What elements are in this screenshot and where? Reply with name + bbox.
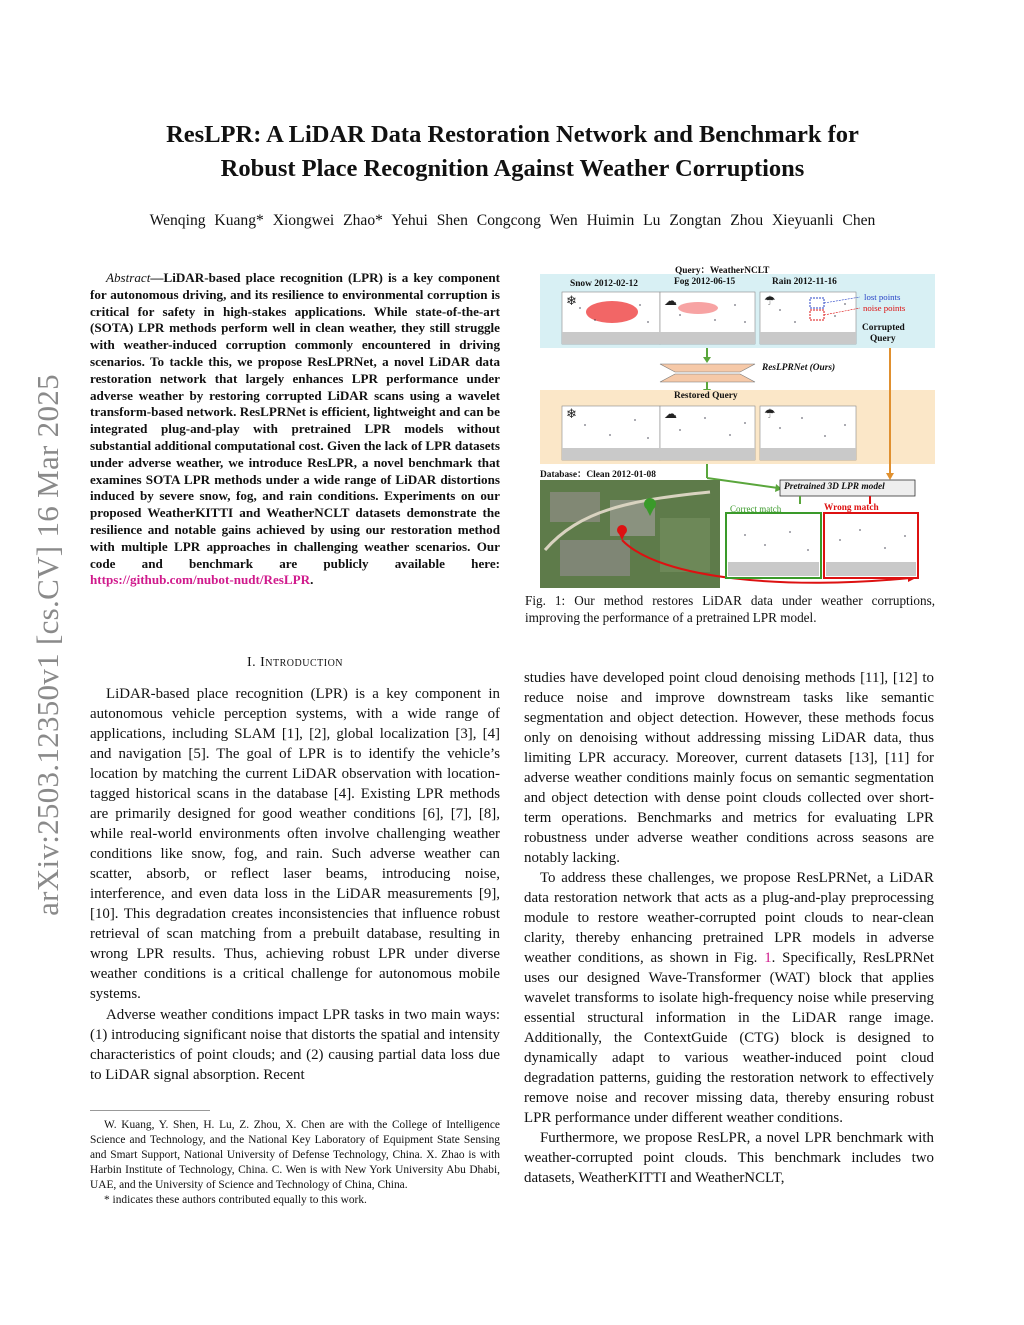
footnotes	[90, 1118, 500, 1208]
fog-weather-icon: ☁	[664, 293, 677, 308]
query-label: Query：WeatherNCLT	[675, 266, 770, 276]
snow-label: Snow 2012-02-12	[570, 279, 638, 289]
caption-text: Our method restores LiDAR data under weather corruptions, improving the performance of a pretrained LPR model.	[525, 593, 935, 625]
network-top	[660, 364, 755, 372]
abstract-dash: —	[150, 270, 164, 285]
author-list: Wenqing Kuang* Xiongwei Zhao* Yehui Shen Congcong Wen Huimin Lu Zongtan Zhou Xieyuanli Chen	[149, 212, 876, 229]
abstract	[90, 270, 500, 589]
arxiv-stamp	[20, 340, 76, 950]
right-paragraph-2b: . Specifically, ResLPRNet uses our designed Wave-Transformer (WAT) block that applies wavelet transforms to isolate high-frequency noise while preserving essential structural information in the LiDAR range image. Additionally, the ContextGuide (CTG) block is designed to dynamically adapt to various weather-induced point cloud degradation patterns, guiding the restoration network to effectively remove noise and recover missing data, thereby ensuring robust LPR performance under different weather conditions.	[524, 950, 934, 1126]
restored-rain-icon: ☂	[764, 406, 776, 421]
abstract-end: .	[310, 572, 314, 588]
wrong-match-label: Wrong match	[824, 503, 879, 513]
correct-match-label: Correct match	[730, 504, 782, 514]
github-link[interactable]: https://github.com/nubot-nudt/ResLPR	[90, 572, 311, 588]
fog-noise-cloud	[678, 302, 718, 314]
fog-range-strip	[660, 332, 755, 344]
figure-1	[540, 260, 935, 590]
intro-paragraph-2: Adverse weather conditions impact LPR tasks in two main ways: (1) introducing significant noise that distorts the spatial and intensity characteristics of point clouds; and (2) causing partial data loss due to LiDAR signal absorption. Recent	[90, 1007, 500, 1083]
right-paragraph-2	[524, 868, 934, 1128]
fog-label: Fog 2012-06-15	[674, 277, 736, 287]
snow-range-strip	[562, 332, 660, 344]
arxiv-id: arXiv:2503.12350v1 [cs.CV] 16 Mar 2025	[30, 374, 65, 916]
title-line-1: ResLPR: A LiDAR Data Restoration Network and Benchmark for	[166, 121, 859, 148]
figure-caption	[525, 592, 935, 626]
noise-points-label: noise points	[863, 303, 906, 313]
abstract-text: LiDAR-based place recognition (LPR) is a key component for autonomous driving, and its resilience to environmental corruption is critical for safety in high-stakes applications. While state-of-the-art (SOTA) LPR methods perform well in clean weather, they still struggle with weather-induced corruption commonly encountered in driving scenarios. To tackle this, we propose ResLPRNet, a novel LiDAR data restoration network that largely enhances LPR performance under adverse weather by restoring corrupted LiDAR scans using a wavelet transform-based network. ResLPRNet is efficient, lightweight and can be integrated plug-and-play with pretrained LPR models without substantial additional computational cost. Given the lack of LPR datasets under adverse weather, we introduce ResLPR, a novel benchmark that examines SOTA LPR methods under a wide range of LiDAR distortions induced by severe snow, fog, and rain conditions. Experiments on our proposed WeatherKITTI and WeatherNCLT datasets demonstrate the resilience and notable gains achieved by using our restoration method with multiple LPR approaches in challenging weather scenarios. Our code and benchmark are publicly available here:	[90, 270, 500, 571]
footnote-rule	[90, 1110, 210, 1111]
network-bottom	[660, 374, 755, 382]
title-line-2: Robust Place Recognition Against Weather Corruptions	[220, 155, 805, 182]
right-paragraph-3: Furthermore, we propose ResLPR, a novel LPR benchmark with weather-corrupted point clouds. This benchmark includes two datasets, WeatherKITTI and WeatherNCLT,	[524, 1130, 934, 1186]
figure-ref-link[interactable]: 1	[764, 950, 772, 966]
right-paragraph-2a: To address these challenges, we propose ResLPRNet, a LiDAR data restoration network that acts as a plug-and-play preprocessing module to restore weather-corrupted point clouds to near-clean clarity, thereby enhancing pretrained LPR models in adverse weather conditions, as shown in Fig.	[524, 870, 934, 966]
paper-title	[90, 118, 935, 186]
section-number: I.	[246, 655, 257, 670]
lost-points-label: lost points	[864, 292, 901, 302]
rain-weather-icon: ☂	[764, 293, 776, 308]
restored-snow-icon: ❄	[566, 406, 577, 421]
caption-label: Fig. 1:	[525, 593, 566, 608]
section-heading	[90, 655, 500, 671]
rain-label: Rain 2012-11-16	[772, 277, 837, 287]
corrupted-query-label: Corrupted	[862, 323, 905, 333]
pretrained-model-label: Pretrained 3D LPR model	[784, 482, 885, 492]
database-label: Database：Clean 2012-01-08	[540, 470, 656, 480]
right-column-body	[524, 668, 934, 1188]
right-paragraph-1: studies have developed point cloud denoising methods [11], [12] to reduce noise and improve downstream tasks like semantic segmentation and object detection. However, these methods focus only on denoising without addressing missing LiDAR data, thus limiting LPR accuracy. Moreover, current datasets [13], [11] for adverse weather conditions mainly focus on semantic segmentation and object detection with dense point clouds collected over short-term operations. Benchmarks and metrics for evaluating LPR robustness under adverse weather conditions across seasons are notably lacking.	[524, 670, 934, 866]
abstract-label: Abstract	[106, 270, 151, 285]
restored-fog-icon: ☁	[664, 406, 677, 421]
rain-range-strip	[760, 332, 856, 344]
snow-weather-icon: ❄	[566, 293, 577, 308]
left-column-body	[90, 684, 500, 1085]
corrupted-query-label-2: Query	[870, 334, 896, 344]
footnote-equal-contribution: * indicates these authors contributed equally to this work.	[104, 1194, 367, 1206]
intro-paragraph-1: LiDAR-based place recognition (LPR) is a key component in autonomous vehicle perception systems, with a wide range of applications, including SLAM [1], [2], global localization [3], [4] and navigation [5]. The goal of LPR is to identify the vehicle’s location by matching the current LiDAR observation with location-tagged historical scans in the database [4]. Existing LPR methods are primarily designed for good weather conditions [6], [7], [8], while real-world environments often involve challenging weather conditions like snow, fog, and rain. Such adverse weather can scatter, absorb, or reflect laser beams, introducing noise, interference, and even data loss in the LiDAR measurements [9], [10]. This degradation creates inconsistencies that influence robust retrieval of scan matching from a prebuilt database, resulting in wrong LPR results. Thus, achieving robust LPR under diverse weather conditions is a critical challenge for autonomous mobile systems.	[90, 686, 500, 1002]
snow-noise-cloud	[586, 301, 638, 323]
footnote-affiliations: W. Kuang, Y. Shen, H. Lu, Z. Zhou, X. Chen are with the College of Intelligence Science and Technology, and the National Key Laboratory of Equipment State Sensing and Smart Support, National University of Defense Technology, China. X. Zhao is with Harbin Institute of Technology, China. C. Wen is with New York University Abu Dhabi, UAE, and the University of Science and Technology of China, China.	[90, 1119, 500, 1191]
network-label: ResLPRNet (Ours)	[762, 363, 836, 373]
restored-query-label: Restored Query	[674, 391, 738, 401]
section-title: Introduction	[260, 655, 344, 670]
